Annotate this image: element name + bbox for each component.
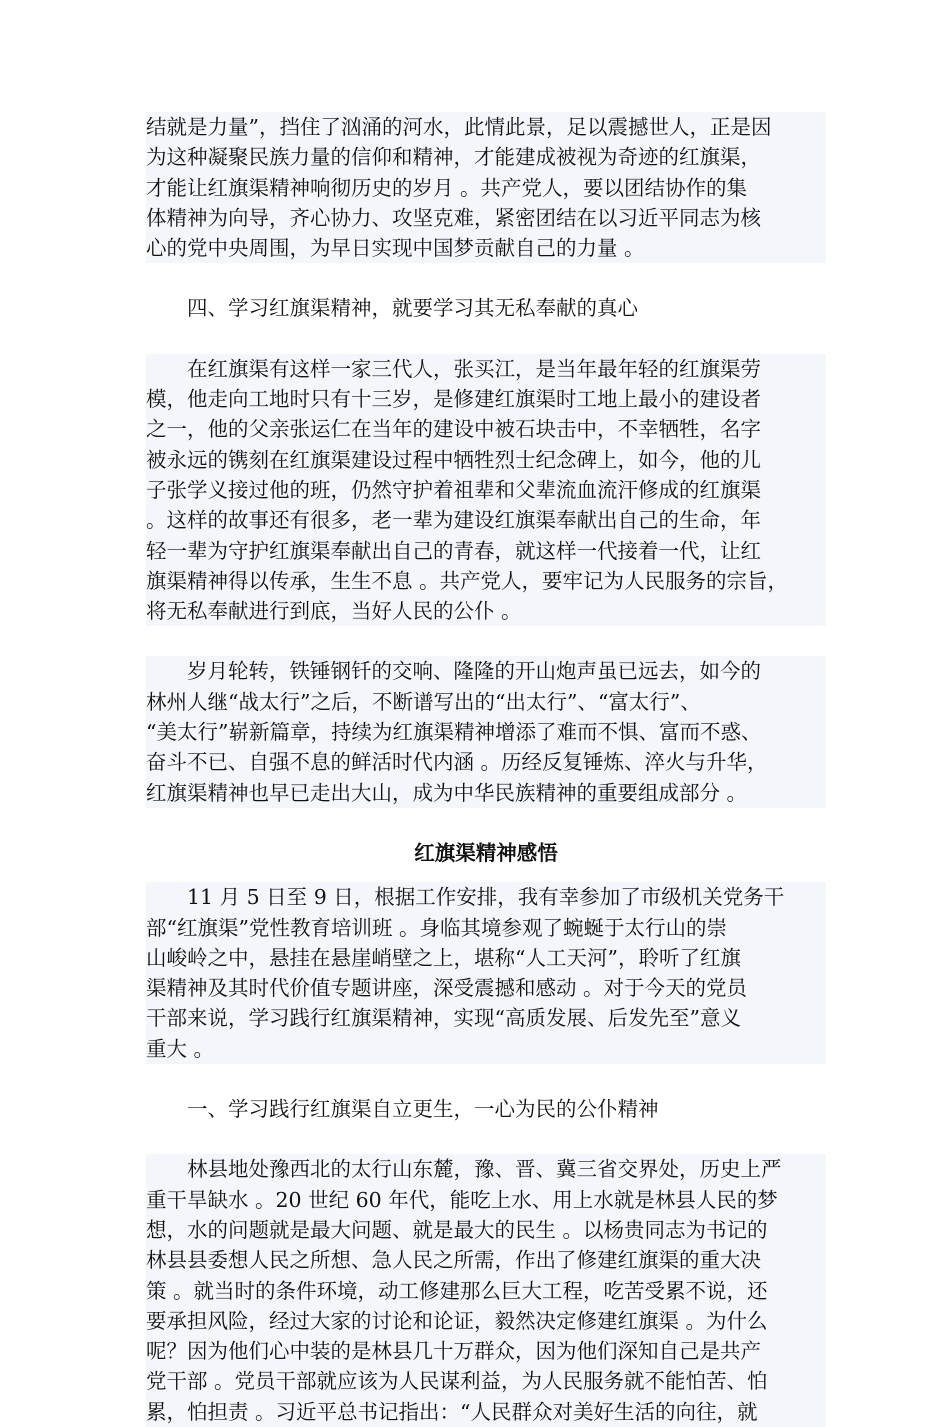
text-line: 想，水的问题就是最大问题、就是最大的民生 。以杨贵同志为书记的 <box>146 1217 768 1242</box>
text-line: 要承担风险，经过大家的讨论和论证，毅然决定修建红旗渠 。为什么 <box>146 1308 768 1333</box>
section-heading-one <box>146 1094 826 1124</box>
text-line: 党干部 。党员干部就应该为人民谋利益，为人民服务就不能怕苦、怕 <box>146 1369 768 1394</box>
text-line: 林州人继“战太行”之后，不断谱写出的“出太行”、“富太行”、 <box>146 689 701 714</box>
text-line: 渠精神及其时代价值专题讲座，深受震撼和感动 。对于今天的党员 <box>146 976 748 1001</box>
article-title: 红旗渠精神感悟 <box>414 840 558 865</box>
text-line: 红旗渠精神也早已走出大山，成为中华民族精神的重要组成部分 。 <box>146 780 748 805</box>
heading-text: 一、学习践行红旗渠自立更生，一心为民的公仆精神 <box>187 1097 659 1122</box>
text-line: 才能让红旗渠精神响彻历史的岁月 。共产党人，要以团结协作的集 <box>146 175 748 200</box>
text-line: 。这样的故事还有很多，老一辈为建设红旗渠奉献出自己的生命，年 <box>146 508 761 533</box>
text-line: 子张学义接过他的班，仍然守护着祖辈和父辈流血流汗修成的红旗渠 <box>146 477 761 502</box>
text-line: 呢？因为他们心中装的是林县几十万群众，因为他们深知自己是共产 <box>146 1339 761 1364</box>
document-page <box>146 112 826 1427</box>
text-line: 11 月 5 日至 9 日，根据工作安排，我有幸参加了市级机关党务干 <box>187 885 785 910</box>
text-line: 将无私奉献进行到底，当好人民的公仆 。 <box>146 599 522 624</box>
text-line: 在红旗渠有这样一家三代人，张买江，是当年最年轻的红旗渠劳 <box>187 356 761 381</box>
paragraph-unity <box>146 112 826 263</box>
text-line: 之一，他的父亲张运仁在当年的建设中被石块击中，不幸牺牲，名字 <box>146 417 761 442</box>
heading-text: 四、学习红旗渠精神，就要学习其无私奉献的真心 <box>187 296 638 321</box>
text-line: 模，他走向工地时只有十三岁，是修建红旗渠时工地上最小的建设者 <box>146 387 761 412</box>
section-heading-four <box>146 293 826 323</box>
text-line: 岁月轮转，铁锤钢钎的交响、隆隆的开山炮声虽已远去，如今的 <box>187 659 761 684</box>
paragraph-training <box>146 882 826 1064</box>
text-line: 干部来说，学习践行红旗渠精神，实现“高质发展、后发先至”意义 <box>146 1006 741 1031</box>
text-line: 重大 。 <box>146 1036 215 1061</box>
text-line: 累，怕担责 。习近平总书记指出：“人民群众对美好生活的向往，就 <box>146 1399 758 1424</box>
text-line: 结就是力量”，挡住了汹涌的河水，此情此景，足以震撼世人，正是因 <box>146 115 772 139</box>
paragraph-three-generations <box>146 354 826 627</box>
text-line: 旗渠精神得以传承，生生不息 。共产党人，要牢记为人民服务的宗旨， <box>146 568 789 593</box>
text-line: 林县县委想人民之所想、急人民之所需，作出了修建红旗渠的重大决 <box>146 1248 761 1273</box>
text-line: 被永远的镌刻在红旗渠建设过程中牺牲烈士纪念碑上，如今，他的儿 <box>146 447 761 472</box>
text-line: 轻一辈为守护红旗渠奉献出自己的青春，就这样一代接着一代，让红 <box>146 538 761 563</box>
text-line: 重干旱缺水 。20 世纪 60 年代，能吃上水、用上水就是林县人民的梦 <box>146 1187 778 1212</box>
text-line: 林县地处豫西北的太行山东麓，豫、晋、冀三省交界处，历史上严 <box>187 1157 782 1182</box>
text-line: 奋斗不已、自强不息的鲜活时代内涵 。历经反复锤炼、淬火与升华， <box>146 750 768 775</box>
paragraph-linxian <box>146 1154 826 1427</box>
paragraph-years-turn <box>146 656 826 807</box>
text-line: 体精神为向导，齐心协力、攻坚克难，紧密团结在以习近平同志为核 <box>146 205 761 230</box>
text-line: 山峻岭之中，悬挂在悬崖峭壁之上，堪称“人工天河”，聆听了红旗 <box>146 945 741 970</box>
text-line: 心的党中央周围，为早日实现中国梦贡献自己的力量 。 <box>146 236 645 261</box>
text-line: “美太行”崭新篇章，持续为红旗渠精神增添了难而不惧、富而不惑、 <box>146 720 762 745</box>
text-line: 为这种凝聚民族力量的信仰和精神，才能建成被视为奇迹的红旗渠， <box>146 145 761 170</box>
text-line: 部“红旗渠”党性教育培训班 。身临其境参观了蜿蜒于太行山的崇 <box>146 915 727 940</box>
text-line: 策 。就当时的条件环境，动工修建那么巨大工程，吃苦受累不说，还 <box>146 1278 768 1303</box>
